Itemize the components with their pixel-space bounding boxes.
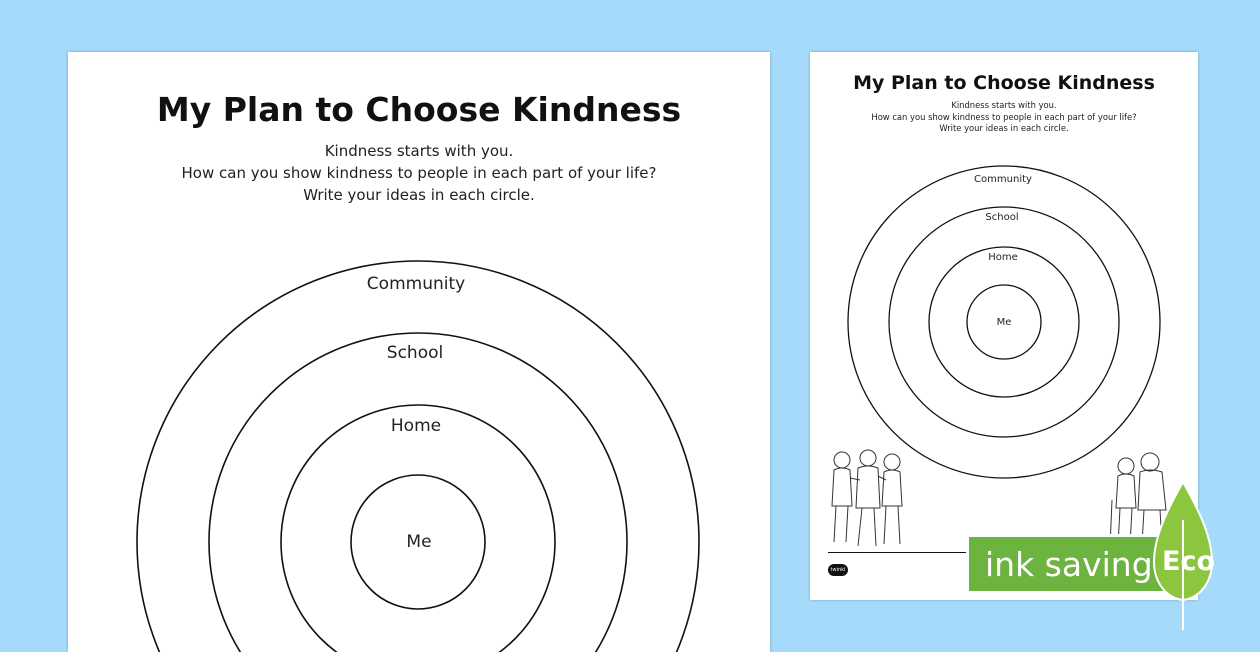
people-illustration-icon	[828, 444, 913, 550]
preview-label-school: School	[985, 212, 1019, 223]
eco-ink-saving-badge	[966, 480, 1260, 630]
label-community[interactable]: Community	[366, 274, 466, 294]
ink-saving-label: ink saving	[985, 545, 1153, 584]
preview-label-community: Community	[974, 174, 1032, 185]
preview-title: My Plan to Choose Kindness	[853, 72, 1155, 94]
ring-home	[281, 405, 555, 652]
worksheet-large	[68, 52, 770, 652]
preview-instruction-line-3: Write your ideas in each circle.	[939, 123, 1069, 133]
eco-label: Eco	[1162, 546, 1215, 577]
worksheet-title: My Plan to Choose Kindness	[156, 90, 682, 129]
ring-school	[209, 333, 627, 652]
label-school[interactable]: School	[386, 343, 444, 363]
label-home[interactable]: Home	[390, 416, 442, 436]
twinkl-logo: twinkl	[828, 564, 848, 576]
instruction-line-1: Kindness starts with you.	[324, 142, 514, 160]
label-me[interactable]: Me	[406, 532, 432, 552]
preview-label-me: Me	[996, 317, 1012, 328]
instruction-line-3: Write your ideas in each circle.	[303, 186, 535, 204]
preview-instruction-line-2: How can you show kindness to people in each part of your life?	[871, 111, 1137, 122]
ring-community	[137, 261, 699, 652]
preview-instruction-line-1: Kindness starts with you.	[951, 100, 1057, 110]
instruction-line-2: How can you show kindness to people in each part of your life?	[181, 164, 657, 182]
preview-label-home: Home	[988, 252, 1018, 263]
